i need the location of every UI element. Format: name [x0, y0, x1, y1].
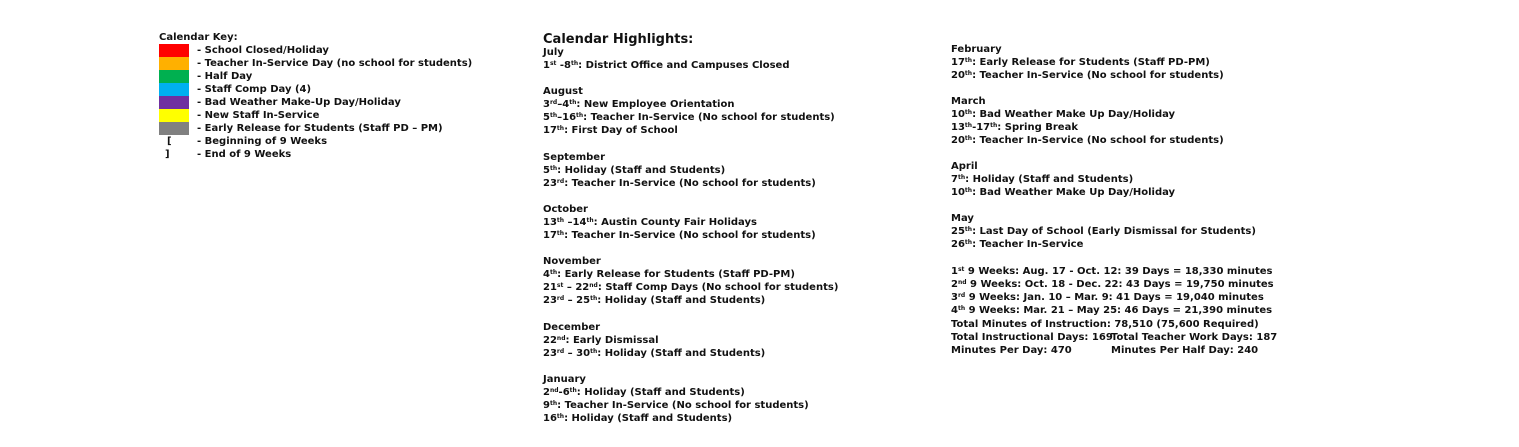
highlight-entry: 4th: Early Release for Students (Staff PD-PM) — [543, 269, 795, 280]
minutes-per-day: Minutes Per Day: 470 — [951, 345, 1072, 356]
highlight-entry: 5th–16th: Teacher In-Service (No school for students) — [543, 112, 835, 123]
key-color-swatch — [159, 83, 189, 96]
highlight-entry: 16th: Holiday (Staff and Students) — [543, 413, 733, 424]
nine-weeks-row: 3rd 9 Weeks: Jan. 10 – Mar. 9: 41 Days = 19,040 minutes — [951, 292, 1264, 303]
key-bracket-symbol: ] — [165, 149, 170, 160]
nine-weeks-row: 1st 9 Weeks: Aug. 17 - Oct. 12: 39 Days = 18,330 minutes — [951, 266, 1273, 277]
highlight-entry: 20th: Teacher In-Service (No school for students) — [951, 135, 1224, 146]
key-label: - Half Day — [197, 71, 253, 82]
highlight-entry: 2nd-6th: Holiday (Staff and Students) — [543, 387, 745, 398]
highlight-entry: 26th: Teacher In-Service — [951, 239, 1084, 250]
total-minutes: Total Minutes of Instruction: 78,510 (75,600 Required) — [951, 319, 1259, 330]
month-heading: January — [543, 374, 586, 385]
key-color-swatch — [159, 70, 189, 83]
key-label: - End of 9 Weeks — [197, 149, 292, 160]
month-heading: December — [543, 322, 601, 333]
highlight-entry: 23rd – 30th: Holiday (Staff and Students) — [543, 348, 766, 359]
highlight-entry: 10th: Bad Weather Make Up Day/Holiday — [951, 187, 1176, 198]
key-label: - School Closed/Holiday — [197, 45, 329, 56]
highlight-entry: 3rd–4th: New Employee Orientation — [543, 99, 735, 110]
minutes-per-half-day: Minutes Per Half Day: 240 — [1111, 345, 1259, 356]
nine-weeks-row: 4th 9 Weeks: Mar. 21 – May 25: 46 Days = 21,390 minutes — [951, 305, 1273, 316]
highlight-entry: 7th: Holiday (Staff and Students) — [951, 174, 1134, 185]
key-label: - Early Release for Students (Staff PD – PM) — [197, 123, 443, 134]
key-label: - Teacher In-Service Day (no school for students) — [197, 58, 473, 69]
month-heading: August — [543, 86, 583, 97]
month-heading: July — [543, 47, 564, 58]
month-heading: November — [543, 256, 601, 267]
key-color-swatch — [159, 57, 189, 70]
highlight-entry: 17th: Teacher In-Service (No school for students) — [543, 230, 816, 241]
key-color-swatch — [159, 109, 189, 122]
key-bracket-symbol: [ — [167, 136, 172, 147]
month-heading: October — [543, 204, 588, 215]
month-heading: September — [543, 152, 605, 163]
key-label: - Bad Weather Make-Up Day/Holiday — [197, 97, 401, 108]
highlight-entry: 25th: Last Day of School (Early Dismissal for Students) — [951, 226, 1256, 237]
key-color-swatch — [159, 96, 189, 109]
calendar-highlights-title: Calendar Highlights: — [543, 32, 694, 47]
highlight-entry: 23rd: Teacher In-Service (No school for students) — [543, 178, 816, 189]
key-label: - Staff Comp Day (4) — [197, 84, 312, 95]
total-instructional-days: Total Instructional Days: 169 — [951, 332, 1113, 343]
month-heading: March — [951, 96, 986, 107]
highlight-entry: 13th –14th: Austin County Fair Holidays — [543, 217, 757, 228]
highlight-entry: 20th: Teacher In-Service (No school for students) — [951, 70, 1224, 81]
highlight-entry: 23rd – 25th: Holiday (Staff and Students) — [543, 295, 766, 306]
highlight-entry: 17th: First Day of School — [543, 125, 678, 136]
nine-weeks-row: 2nd 9 Weeks: Oct. 18 - Dec. 22: 43 Days = 19,750 minutes — [951, 279, 1274, 290]
key-color-swatch — [159, 44, 189, 57]
highlight-entry: 1st -8th: District Office and Campuses Closed — [543, 60, 790, 71]
highlight-entry: 9th: Teacher In-Service (No school for students) — [543, 400, 809, 411]
key-label: - New Staff In-Service — [197, 110, 320, 121]
calendar-key-title: Calendar Key: — [159, 32, 238, 43]
highlight-entry: 21st – 22nd: Staff Comp Days (No school for students) — [543, 282, 839, 293]
month-heading: February — [951, 44, 1002, 55]
month-heading: April — [951, 161, 978, 172]
key-color-swatch — [159, 122, 189, 135]
highlight-entry: 10th: Bad Weather Make Up Day/Holiday — [951, 109, 1176, 120]
total-teacher-work-days: Total Teacher Work Days: 187 — [1111, 332, 1278, 343]
key-label: - Beginning of 9 Weeks — [197, 136, 328, 147]
highlight-entry: 13th-17th: Spring Break — [951, 122, 1078, 133]
highlight-entry: 5th: Holiday (Staff and Students) — [543, 165, 726, 176]
highlight-entry: 17th: Early Release for Students (Staff PD-PM) — [951, 57, 1210, 68]
highlight-entry: 22nd: Early Dismissal — [543, 335, 659, 346]
month-heading: May — [951, 213, 974, 224]
